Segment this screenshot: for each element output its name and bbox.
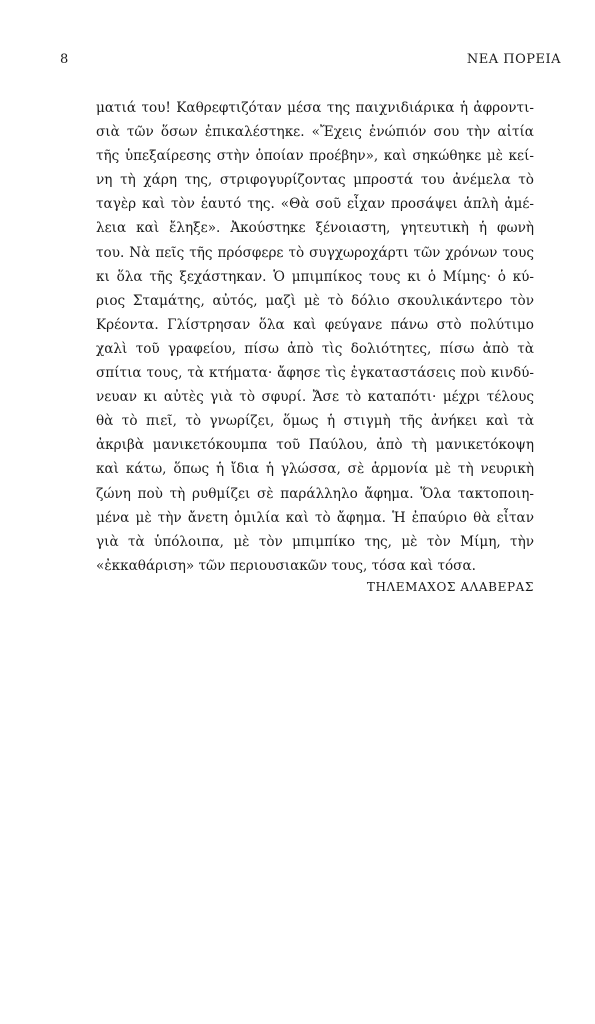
- text-line: του. Νὰ πεῖς τῆς πρόσφερε τὸ συγχωροχάρτι τῶν χρόνων τους: [96, 244, 534, 261]
- text-line: νευαν κι αὐτὲς γιὰ τὸ σφυρί. Ἄσε τὸ καταπότι· μέχρι τέλους: [96, 389, 534, 406]
- text-line: καὶ κάτω, ὅπως ἡ ἴδια ἡ γλώσσα, σὲ ἁρμονία μὲ τὴ νευρικὴ: [96, 461, 534, 478]
- text-line: ἀκριβὰ μανικετόκουμπα τοῦ Παύλου, ἀπὸ τὴ μανικετόκοψη: [96, 437, 534, 454]
- text-line: ταγὲρ καὶ τὸν ἑαυτό της. «Θὰ σοῦ εἶχαν προσάψει ἁπλὴ ἀμέ-: [96, 196, 534, 213]
- text-line: λεια καὶ ἔληξε». Ἀκούστηκε ξένοιαστη, γητευτικὴ ἡ φωνὴ: [96, 220, 534, 237]
- author-signature: ΤΗΛΕΜΑΧΟΣ ΑΛΑΒΕΡΑΣ: [366, 580, 534, 594]
- text-line: σπίτια τους, τὰ κτήματα· ἄφησε τὶς ἐγκαταστάσεις ποὺ κινδύ-: [96, 365, 534, 382]
- text-line: νη τὴ χάρη της, στριφογυρίζοντας μπροστά του ἀνέμελα τὸ: [96, 172, 534, 189]
- text-line: τῆς ὑπεξαίρεσης στὴν ὁποίαν προέβην», καὶ σηκώθηκε μὲ κεί-: [96, 148, 534, 165]
- page-number: 8: [60, 52, 69, 67]
- text-line: γιὰ τὰ ὑπόλοιπα, μὲ τὸν μπιμπίκο της, μὲ τὸν Μίμη, τὴν: [96, 533, 534, 550]
- text-line: «ἐκκαθάριση» τῶν περιουσιακῶν τους, τόσα καὶ τόσα.: [96, 557, 476, 574]
- text-line: σιὰ τῶν ὅσων ἐπικαλέστηκε. «Ἔχεις ἐνώπιόν σου τὴν αἰτία: [96, 124, 534, 141]
- text-line: Κρέοντα. Γλίστρησαν ὅλα καὶ φεύγανε πάνω στὸ πολύτιμο: [96, 316, 534, 333]
- text-line: θὰ τὸ πιεῖ, τὸ γνωρίζει, ὅμως ἡ στιγμὴ τῆς ἀνήκει καὶ τὰ: [96, 413, 534, 430]
- text-line: ζώνη ποὺ τὴ ρυθμίζει σὲ παράλληλο ἄφημα. Ὅλα τακτοποιη-: [96, 485, 534, 502]
- text-line: χαλὶ τοῦ γραφείου, πίσω ἀπὸ τὶς δολιότητες, πίσω ἀπὸ τὰ: [96, 340, 534, 357]
- text-line: κι ὅλα τῆς ξεχάστηκαν. Ὁ μπιμπίκος τους κι ὁ Μίμης· ὁ κύ-: [96, 268, 534, 285]
- body-text: [96, 96, 534, 578]
- text-line: ριος Σταμάτης, αὐτός, μαζὶ μὲ τὸ δόλιο σκουλικάντερο τὸν: [96, 292, 534, 309]
- page-header: [60, 52, 561, 70]
- text-line: ματιά του! Καθρεφτιζόταν μέσα της παιχνιδιάρικα ἡ ἀφροντι-: [96, 100, 534, 116]
- text-line: μένα μὲ τὴν ἄνετη ὁμιλία καὶ τὸ ἄφημα. Ἡ ἐπαύριο θὰ εἶταν: [96, 509, 534, 526]
- running-head: ΝΕΑ ΠΟΡΕΙΑ: [466, 52, 561, 67]
